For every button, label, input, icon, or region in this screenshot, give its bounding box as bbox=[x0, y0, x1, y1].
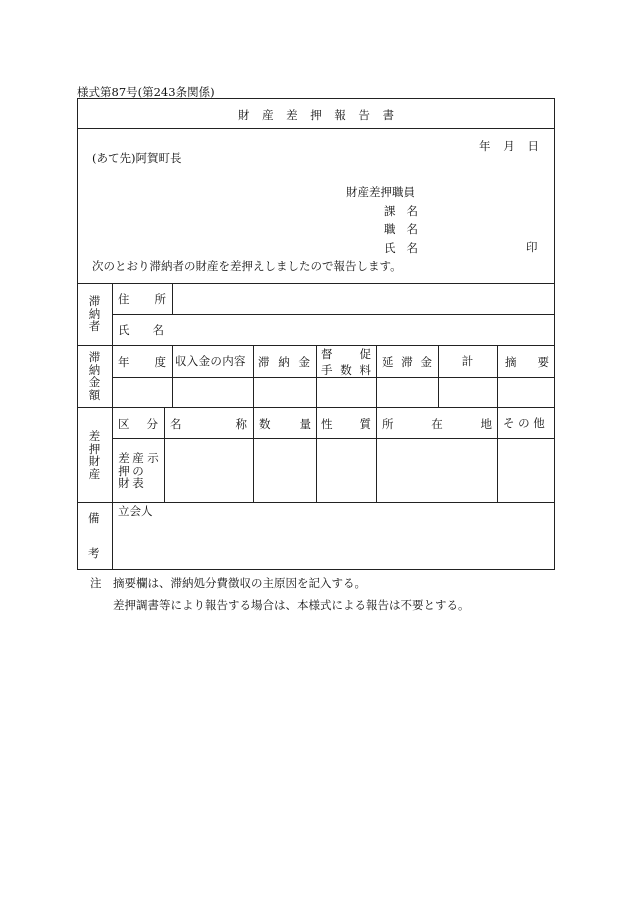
amount-delinquent-field[interactable] bbox=[254, 378, 315, 406]
col-header-total: 計 bbox=[461, 354, 474, 368]
col-header-category: 区 分 bbox=[118, 417, 158, 431]
report-statement: 次のとおり滞納者の財産を差押えしましたので報告します。 bbox=[92, 259, 402, 273]
notes-label-char-1: 備 bbox=[88, 511, 100, 525]
col-header-reminder-fee-line2: 手 数 料 bbox=[321, 363, 371, 377]
delinquent-address-label: 住 所 bbox=[118, 292, 166, 306]
amount-remarks-field[interactable] bbox=[498, 378, 554, 406]
col-header-location: 所 在 地 bbox=[382, 417, 492, 431]
col-header-other: そ の 他 bbox=[503, 416, 545, 430]
seized-name-field[interactable] bbox=[165, 439, 252, 501]
delinquent-name-field[interactable] bbox=[170, 316, 554, 344]
title-divider bbox=[77, 128, 555, 129]
seized-section-label: 差 押 財 産 bbox=[88, 429, 101, 481]
seized-location-field[interactable] bbox=[377, 439, 496, 501]
footnote-marker: 注 bbox=[90, 576, 102, 590]
amount-late-fee-field[interactable] bbox=[377, 378, 437, 406]
col-header-nature: 性 質 bbox=[321, 417, 371, 431]
seized-quantity-field[interactable] bbox=[254, 439, 315, 501]
amount-section-label: 滞 納 金 額 bbox=[88, 350, 101, 402]
form-title: 財 産 差 押 報 告 書 bbox=[238, 108, 394, 122]
form-number: 様式第87号(第243条関係) bbox=[77, 85, 215, 99]
header-divider bbox=[77, 283, 555, 284]
col-header-delinquent-amount: 滞 納 金 bbox=[258, 355, 310, 369]
delinquent-section-label: 滞 納 者 bbox=[88, 294, 101, 333]
col-header-name: 名 称 bbox=[170, 417, 247, 431]
notes-field[interactable] bbox=[113, 518, 554, 569]
amount-income-content-field[interactable] bbox=[173, 378, 252, 406]
officer-post-label: 職 名 bbox=[384, 222, 418, 236]
property-display-label-col2: 産 の 表 bbox=[132, 451, 144, 490]
col-header-year: 年 度 bbox=[118, 355, 166, 369]
property-display-label-col1: 差 押 財 bbox=[118, 451, 130, 490]
address-label-divider bbox=[172, 283, 173, 314]
seized-other-field[interactable] bbox=[498, 439, 554, 501]
addressee: (あて先)阿賀町長 bbox=[92, 151, 182, 165]
seized-nature-field[interactable] bbox=[317, 439, 375, 501]
property-display-label-col3: 示 bbox=[147, 451, 159, 465]
col-header-reminder-fee-line1: 督 促 bbox=[321, 347, 371, 361]
delinquent-name-label: 氏 名 bbox=[118, 323, 164, 337]
date-field[interactable]: 年 月 日 bbox=[479, 139, 539, 153]
officer-name-label: 氏 名 bbox=[384, 241, 418, 255]
delinquent-divider bbox=[112, 314, 555, 315]
witness-label: 立会人 bbox=[118, 504, 153, 518]
col-header-remarks: 摘 要 bbox=[505, 355, 549, 369]
amount-reminder-fee-field[interactable] bbox=[317, 378, 375, 406]
footnote-line-2: 差押調書等により報告する場合は、本様式による報告は不要とする。 bbox=[113, 598, 470, 612]
notes-label-char-2: 考 bbox=[88, 546, 100, 560]
seal-mark: 印 bbox=[526, 240, 538, 254]
notes-top-divider bbox=[77, 502, 555, 503]
delinquent-address-field[interactable] bbox=[174, 285, 554, 313]
amount-year-field[interactable] bbox=[113, 378, 171, 406]
officer-dept-label: 課 名 bbox=[384, 204, 418, 218]
amount-total-field[interactable] bbox=[439, 378, 496, 406]
officer-title: 財産差押職員 bbox=[346, 185, 415, 199]
col-header-late-fee: 延 滞 金 bbox=[382, 355, 432, 369]
footnote-line-1: 摘要欄は、滞納処分費徴収の主原因を記入する。 bbox=[113, 576, 366, 590]
col-header-income-content: 収入金の内容 bbox=[175, 354, 246, 368]
col-header-quantity: 数 量 bbox=[259, 417, 311, 431]
